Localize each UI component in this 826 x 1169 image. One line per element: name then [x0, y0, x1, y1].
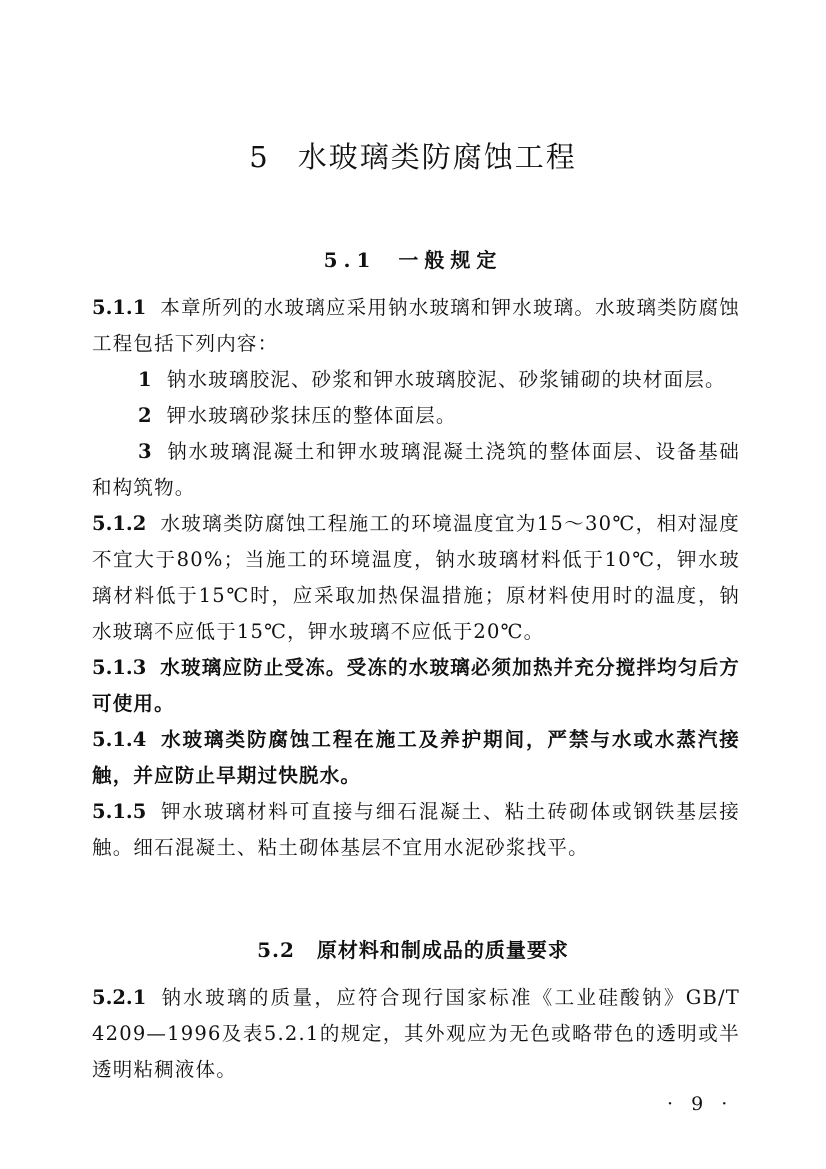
clause-number: 5.1.5: [92, 800, 147, 823]
list-item-text: 钾水玻璃砂浆抹压的整体面层。: [166, 404, 457, 427]
clause-5-1-5: [92, 794, 740, 866]
section-title-5-1: [0, 244, 826, 273]
list-item-3: [92, 434, 740, 506]
list-item-number: 3: [138, 440, 153, 463]
list-item-2: [92, 398, 740, 434]
section-5-2-body: [92, 980, 740, 1088]
clause-number: 5.1.4: [92, 728, 147, 751]
clause-text: 水玻璃应防止受冻。受冻的水玻璃必须加热并充分搅拌均匀后方可使用。: [92, 656, 740, 715]
list-item-1: [92, 362, 740, 398]
section-title-text: 一般规定: [398, 248, 503, 272]
clause-number: 5.1.1: [92, 296, 147, 319]
chapter-number: 5: [249, 140, 270, 174]
list-item-number: 1: [138, 368, 153, 391]
clause-5-1-3: [92, 650, 740, 722]
clause-number: 5.1.3: [92, 656, 147, 679]
clause-5-1-4: [92, 722, 740, 794]
list-item-text: 钠水玻璃混凝土和钾水玻璃混凝土浇筑的整体面层、设备基础和构筑物。: [92, 440, 740, 499]
section-number: 5.1: [323, 248, 377, 272]
list-item-number: 2: [138, 404, 153, 427]
section-number: 5.2: [257, 938, 295, 962]
page-number: · 9 ·: [667, 1093, 734, 1115]
clause-number: 5.2.1: [92, 986, 147, 1009]
clause-text: 钾水玻璃材料可直接与细石混凝土、粘土砖砌体或钢铁基层接触。细石混凝土、粘土砌体基层不宜用水泥砂浆找平。: [92, 800, 740, 859]
chapter-title-text: 水玻璃类防腐蚀工程: [297, 140, 577, 174]
chapter-title: [0, 135, 826, 176]
clause-5-1-2: [92, 506, 740, 650]
clause-5-1-1: [92, 290, 740, 362]
clause-text: 钠水玻璃的质量，应符合现行国家标准《工业硅酸钠》GB/T 4209—1996及表5.2.1的规定，其外观应为无色或略带色的透明或半透明粘稠液体。: [92, 986, 740, 1081]
clause-text: 本章所列的水玻璃应采用钠水玻璃和钾水玻璃。水玻璃类防腐蚀工程包括下列内容：: [92, 296, 740, 355]
clause-text: 水玻璃类防腐蚀工程在施工及养护期间，严禁与水或水蒸汽接触，并应防止早期过快脱水。: [92, 728, 740, 787]
section-title-text: 原材料和制成品的质量要求: [316, 938, 569, 962]
clause-text: 水玻璃类防腐蚀工程施工的环境温度宜为15～30℃，相对湿度不宜大于80%；当施工的环境温度，钠水玻璃材料低于10℃，钾水玻璃材料低于15℃时，应采取加热保温措施；原材料使用时的温度，钠水玻璃不应低于15℃，钾水玻璃不应低于20℃。: [92, 512, 740, 643]
section-5-1-body: [92, 290, 740, 866]
section-title-5-2: [0, 934, 826, 963]
clause-5-2-1: [92, 980, 740, 1088]
clause-number: 5.1.2: [92, 512, 147, 535]
list-item-text: 钠水玻璃胶泥、砂浆和钾水玻璃胶泥、砂浆铺砌的块材面层。: [166, 368, 726, 391]
